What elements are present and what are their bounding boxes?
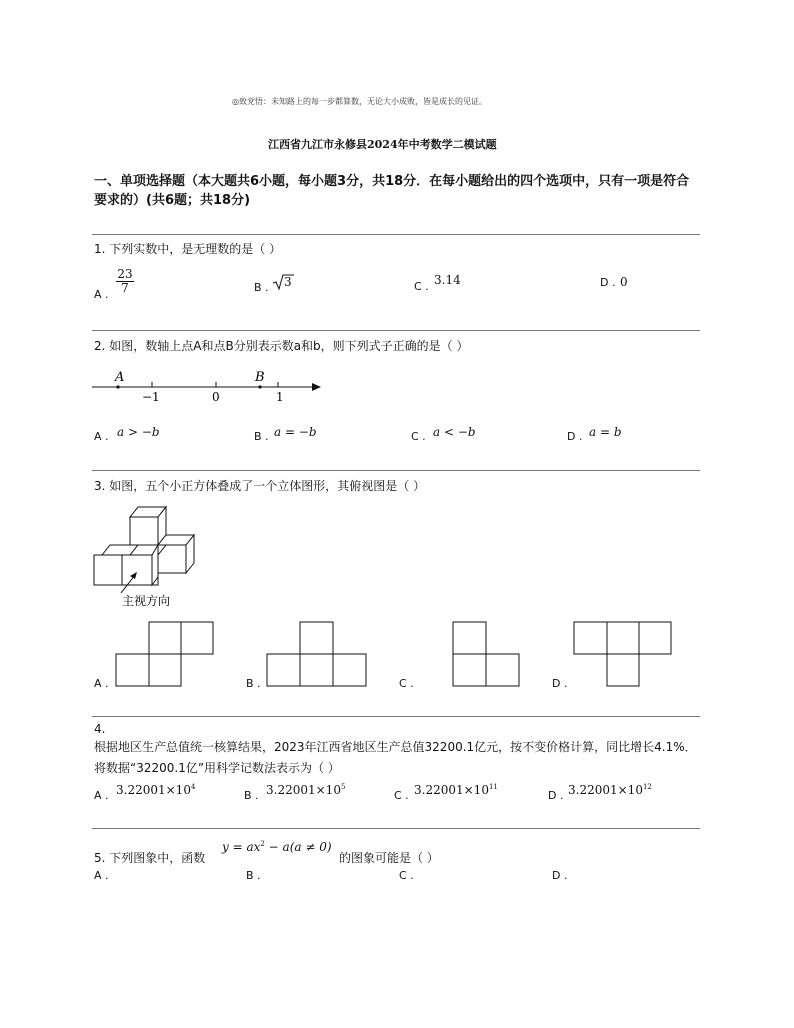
q2-option-a-value: a > −b [117, 425, 160, 439]
tick-label: −1 [142, 390, 160, 404]
q3-option-a-figure [114, 620, 216, 688]
q4-option-c-label: C . [394, 789, 409, 802]
cube-stack-figure [90, 505, 205, 610]
divider [92, 470, 700, 471]
q5-option-a-label: A . [94, 869, 109, 882]
fraction-denominator: 7 [121, 281, 129, 295]
divider [92, 828, 700, 829]
question-5-stem-prefix: 5. 下列图象中，函数 [94, 851, 206, 865]
question-4-stem: 根据地区生产总值统一核算结果，2023年江西省地区生产总值32200.1亿元，按不变价格计算，同比增长4.1%．将数据“32200.1亿”用科学记数法表示为（ ） [94, 740, 697, 775]
q2-option-b-value: a = −b [274, 425, 317, 439]
section-heading: 一、单项选择题（本大题共6小题，每小题3分，共18分．在每小题给出的四个选项中，只有一项是符合要求的）(共6题；共18分) [94, 174, 690, 208]
q5-formula: $y = ax^2 - a(a \ne 0)$ [222, 840, 332, 854]
point-a-dot [116, 385, 119, 388]
q1-option-b-value: 3 [272, 273, 302, 291]
point-b-dot [258, 385, 261, 388]
q3-option-d-label: D . [552, 677, 568, 690]
q2-option-d-value: a = b [589, 425, 622, 439]
q3-option-d-figure [572, 620, 674, 688]
q5-option-c-label: C . [399, 869, 414, 882]
q3-option-c-figure [451, 620, 522, 688]
question-3-stem: 3. 如图，五个小正方体叠成了一个立体图形，其俯视图是（ ） [94, 479, 426, 493]
q4-option-b-label: B . [244, 789, 259, 802]
point-b-label: B [255, 370, 265, 385]
q1-option-c-label: C . [414, 280, 429, 293]
divider [92, 234, 700, 235]
q2-option-c-label: C . [411, 430, 426, 443]
q3-option-a-label: A . [94, 677, 109, 690]
question-5-stem-suffix: 的图象可能是（ ） [339, 851, 439, 865]
q2-option-a-label: A . [94, 430, 109, 443]
q5-option-d-label: D . [552, 869, 568, 882]
q3-option-b-figure [265, 620, 369, 688]
page-title: 江西省九江市永修县2024年中考数学二模试题 [268, 138, 497, 151]
q2-option-d-label: D . [567, 430, 583, 443]
question-1-stem: 1. 下列实数中，是无理数的是（ ） [94, 242, 282, 256]
tick-label: 1 [276, 390, 284, 404]
q5-option-b-label: B . [246, 869, 261, 882]
q1-option-d-value: 0 [620, 275, 628, 289]
q1-option-a-fraction [116, 263, 134, 295]
question-2-stem: 2. 如图，数轴上点A和点B分别表示数a和b，则下列式子正确的是（ ） [94, 339, 469, 353]
motto: ◎致党悟：未知路上的每一步都算数，无论大小成败，皆是成长的见证。 [232, 97, 487, 106]
tick-label: 0 [212, 390, 220, 404]
q1-option-b-label: B . [254, 281, 269, 294]
q1-option-c-value: 3.14 [434, 273, 461, 287]
q4-option-c-value: $3.22001\times 10^{11}$ [414, 783, 498, 797]
q1-option-d-label: D . [600, 276, 616, 289]
question-4-number: 4. [94, 722, 106, 736]
q4-option-d-value: $3.22001\times 10^{12}$ [568, 783, 652, 797]
point-a-label: A [115, 370, 125, 385]
q3-option-c-label: C . [399, 677, 414, 690]
fraction-numerator: 23 [117, 267, 133, 281]
q1-option-a-label: A . [94, 288, 109, 301]
q4-option-d-label: D . [548, 789, 564, 802]
q2-option-c-value: a < −b [433, 425, 476, 439]
number-line-figure [90, 366, 330, 406]
q4-option-a-value: $3.22001\times 10^4$ [116, 783, 196, 797]
q2-option-b-label: B . [254, 430, 269, 443]
arrow-icon [312, 383, 321, 391]
q4-option-a-label: A . [94, 789, 109, 802]
q4-option-b-value: $3.22001\times 10^5$ [266, 783, 346, 797]
direction-label: 主视方向 [122, 594, 171, 608]
q3-option-b-label: B . [246, 677, 261, 690]
divider [92, 330, 700, 331]
divider [92, 716, 700, 717]
